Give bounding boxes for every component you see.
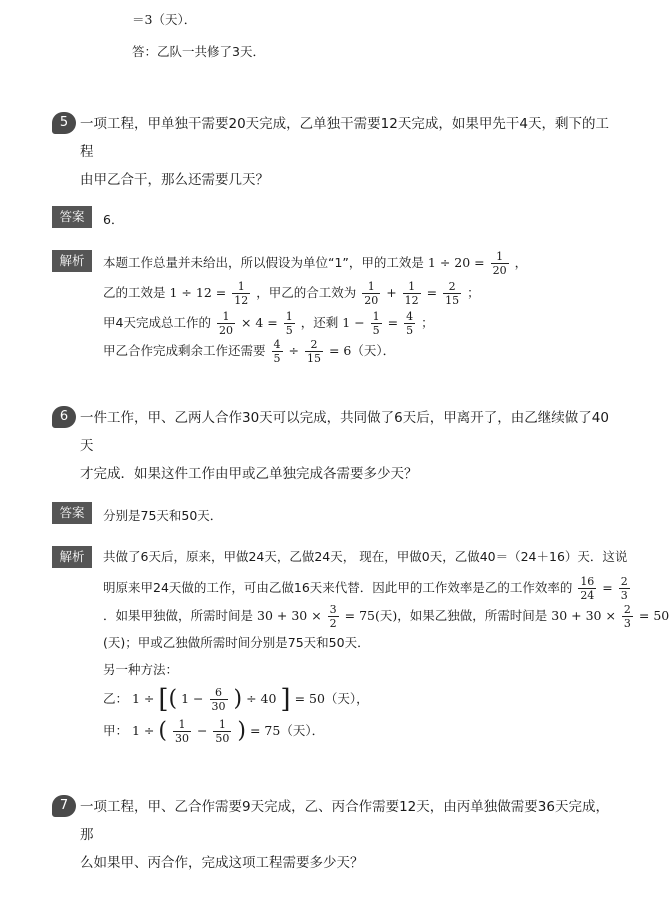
denominator: 20: [218, 324, 233, 337]
math-segment: −: [196, 723, 208, 738]
math-segment: = 50: [638, 608, 669, 623]
question-6-text: [80, 404, 610, 488]
numerator: 1: [232, 280, 250, 294]
fraction: [491, 250, 509, 277]
math-segment: × 4 =: [240, 315, 278, 330]
math-segment: 1 ÷ 12 =: [169, 285, 227, 300]
denominator: 12: [234, 294, 249, 307]
text-segment: ；: [467, 285, 480, 300]
denominator: 30: [174, 732, 189, 745]
numerator: 1: [217, 310, 235, 324]
text-segment: 乙的工效是: [103, 285, 166, 300]
denominator: 30: [211, 700, 226, 713]
answer-label: 答案: [52, 502, 92, 524]
answer-label: 答案: [52, 206, 92, 228]
numerator: 2: [623, 603, 631, 616]
right-bracket: ]: [280, 684, 291, 715]
fraction: [443, 280, 461, 307]
answer-text: 6．: [103, 212, 124, 227]
numerator: 1: [362, 280, 380, 294]
answer-text: 分别是75天和50天．: [103, 508, 223, 523]
math-segment: 30 + 30 ×: [551, 608, 616, 623]
math-segment: 1 ÷: [132, 691, 155, 706]
denominator: 20: [492, 264, 507, 277]
fraction: [403, 280, 421, 307]
numerator: 1: [403, 280, 421, 294]
numerator: 1: [173, 718, 191, 732]
analysis-label: 解析: [52, 250, 92, 272]
fraction: [232, 280, 250, 307]
fraction: [328, 603, 339, 630]
fraction: [371, 310, 382, 337]
numerator: 1: [372, 310, 380, 323]
right-paren: ): [237, 718, 246, 744]
math-segment: =: [602, 580, 613, 595]
fraction: [404, 310, 415, 337]
numerator: 2: [305, 338, 323, 352]
numerator: 1: [285, 310, 293, 323]
analysis-line: [103, 686, 369, 713]
numerator: 1: [491, 250, 509, 264]
left-paren: (: [168, 686, 178, 712]
text-segment: ，还剩: [300, 315, 339, 330]
analysis-line: 另一种方法：: [103, 662, 179, 677]
text-segment: 本题工作总量并未给出，所以假设为单位“1”，甲的工效是: [103, 255, 424, 270]
numerator: 4: [406, 310, 414, 323]
math-segment: = 75（天）．: [249, 723, 325, 738]
question-line: 一项工程，甲单独干需要20天完成，乙单独干需要12天完成，如果甲先干4天，剩下的工程: [80, 116, 609, 160]
analysis-line: (天)；甲或乙独做所需时间分别是75天和50天．: [103, 635, 370, 650]
numerator: 6: [210, 686, 228, 700]
analysis-line: [103, 603, 669, 630]
text-segment: 甲：: [103, 723, 129, 738]
question-line: 由甲乙合干，那么还需要几天？: [80, 172, 269, 188]
math-segment: +: [386, 285, 397, 300]
text-segment: 甲乙合作完成剩余工作还需要: [103, 343, 266, 358]
text-segment: ，甲乙的合工效为: [256, 285, 357, 300]
fraction: [619, 575, 630, 602]
question-line: 一件工作，甲、乙两人合作30天可以完成，共同做了6天后，甲离开了，由乙继续做了40天: [80, 410, 609, 454]
fraction: [213, 718, 231, 745]
fraction: [578, 575, 596, 602]
analysis-line: [103, 310, 434, 337]
numerator: 4: [273, 338, 281, 351]
math-segment: 1 −: [342, 315, 365, 330]
denominator: 15: [445, 294, 460, 307]
fraction: [622, 603, 633, 630]
question-line: 么如果甲、丙合作，完成这项工程需要多少天？: [80, 855, 364, 871]
fraction: [217, 310, 235, 337]
text-segment: ；: [421, 315, 434, 330]
denominator: 5: [406, 324, 414, 337]
numerator: 2: [443, 280, 461, 294]
question-number-badge: 5: [52, 112, 76, 134]
question-number-badge: 7: [52, 795, 76, 817]
numerator: 2: [620, 575, 628, 588]
fraction: [305, 338, 323, 365]
denominator: 2: [329, 617, 337, 630]
math-segment: 1 ÷: [132, 723, 155, 738]
math-segment: =: [426, 285, 438, 300]
math-segment: 30 + 30 ×: [257, 608, 322, 623]
math-segment: ÷ 40: [246, 691, 277, 706]
left-bracket: [: [158, 684, 169, 715]
math-segment: 1 −: [181, 691, 204, 706]
numerator: 3: [329, 603, 337, 616]
denominator: 5: [273, 352, 281, 365]
continuation-equation: ＝3（天）．: [132, 12, 197, 27]
denominator: 5: [372, 324, 380, 337]
denominator: 3: [623, 617, 631, 630]
text-segment: ，: [514, 255, 528, 270]
denominator: 50: [215, 732, 230, 745]
math-segment: 1 ÷ 20 =: [427, 255, 485, 270]
denominator: 12: [404, 294, 419, 307]
text-segment: ．如果甲独做，所需时间是: [103, 608, 254, 623]
math-segment: = 50（天），: [294, 691, 369, 706]
question-line: 才完成．如果这件工作由甲或乙单独完成各需要多少天？: [80, 466, 418, 482]
denominator: 24: [580, 589, 595, 602]
fraction: [284, 310, 295, 337]
analysis-line: 共做了6天后，原来，甲做24天，乙做24天， 现在，甲做0天，乙做40＝（24＋16）天．这说: [103, 549, 628, 564]
analysis-line: [103, 575, 632, 602]
text-segment: 乙：: [103, 691, 129, 706]
math-segment: = 6（天）．: [328, 343, 396, 358]
text-segment: 甲4天完成总工作的: [103, 315, 211, 330]
analysis-line: [103, 338, 395, 365]
question-5-text: [80, 110, 610, 194]
fraction: [272, 338, 283, 365]
math-segment: ÷: [288, 343, 299, 358]
question-number-badge: 6: [52, 406, 76, 428]
analysis-line: [103, 718, 324, 745]
numerator: 16: [580, 575, 595, 588]
analysis-line: [103, 250, 527, 277]
denominator: 5: [285, 324, 293, 337]
text-segment: 明原来甲24天做的工作，可由乙做16天来代替．因此甲的工作效率是乙的工作效率的: [103, 580, 573, 595]
continuation-answer: 答：乙队一共修了3天．: [132, 44, 265, 59]
denominator: 20: [364, 294, 379, 307]
analysis-label: 解析: [52, 546, 92, 568]
question-line: 一项工程，甲、乙合作需要9天完成，乙、丙合作需要12天，由丙单独做需要36天完成，那: [80, 799, 609, 843]
math-segment: = 75(天)，如果乙独做，所需时间是: [344, 608, 548, 623]
denominator: 3: [620, 589, 628, 602]
fraction: [173, 718, 191, 745]
fraction: [362, 280, 380, 307]
math-segment: =: [387, 315, 399, 330]
numerator: 1: [213, 718, 231, 732]
left-paren: (: [158, 718, 167, 744]
right-paren: ): [233, 686, 243, 712]
fraction: [210, 686, 228, 713]
denominator: 15: [306, 352, 321, 365]
analysis-line: [103, 280, 480, 307]
question-7-text: [80, 793, 610, 877]
